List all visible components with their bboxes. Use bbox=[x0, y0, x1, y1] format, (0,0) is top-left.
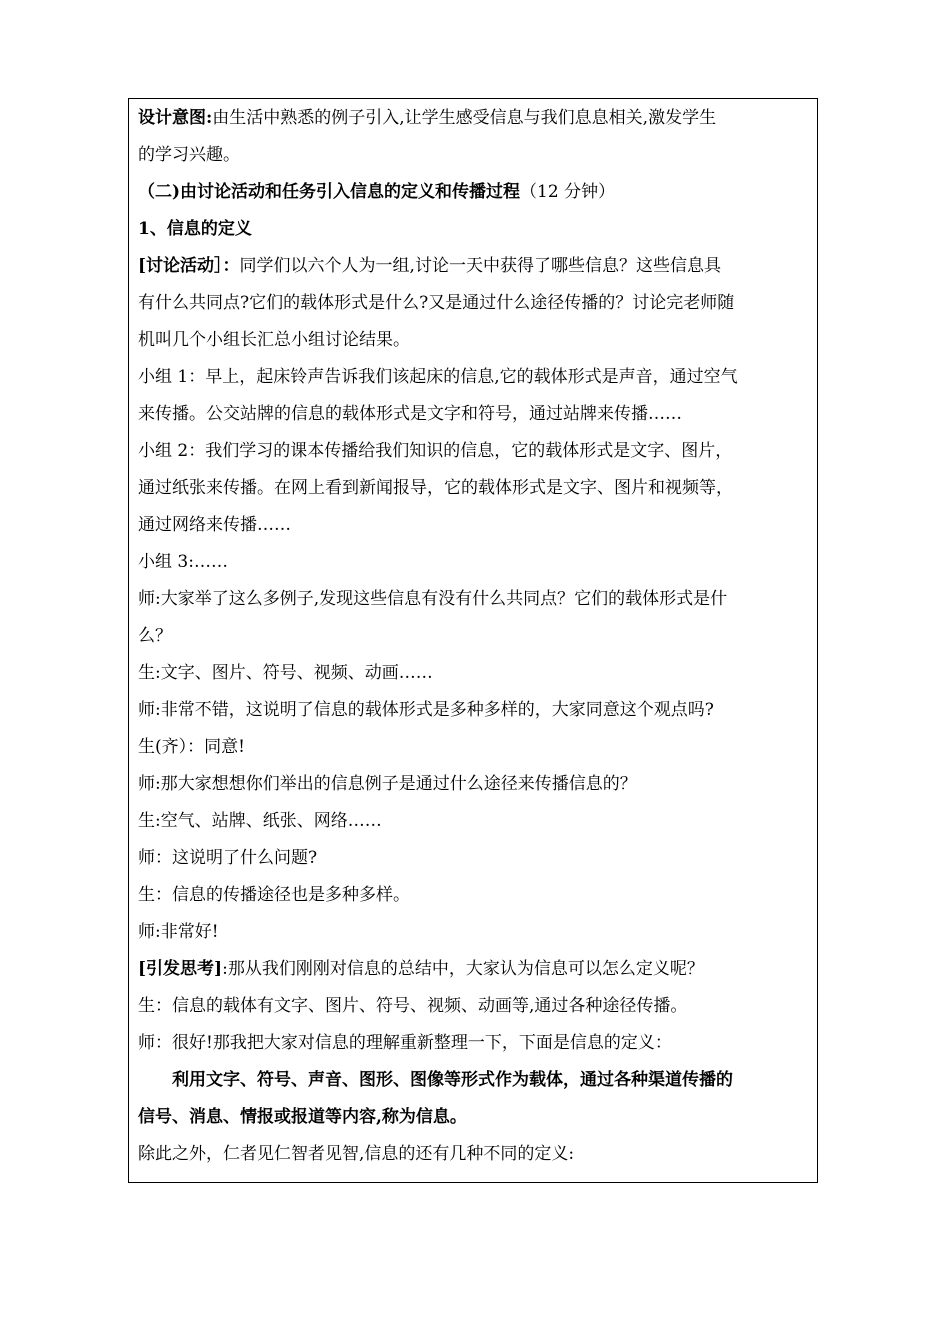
student-line-4: 生：信息的传播途径也是多种多样。 bbox=[138, 885, 410, 905]
group3-line: 小组 3:…… bbox=[138, 552, 228, 572]
design-intent-label: 设计意图: bbox=[138, 108, 213, 128]
closing-line: 除此之外，仁者见仁智者见智,信息的还有几种不同的定义: bbox=[138, 1144, 575, 1164]
discussion-line-1: [讨论活动］：同学们以六个人为一组,讨论一天中获得了哪些信息？这些信息具 bbox=[138, 256, 721, 276]
teacher-line-1b: 么？ bbox=[138, 626, 172, 646]
discussion-line-2: 有什么共同点?它们的载体形式是什么?又是通过什么途径传播的？讨论完老师随 bbox=[138, 293, 735, 313]
teacher-line-1a: 师:大家举了这么多例子,发现这些信息有没有什么共同点？它们的载体形式是什 bbox=[138, 589, 728, 609]
group2-line-1: 小组 2：我们学习的课本传播给我们知识的信息，它的载体形式是文字、图片， bbox=[138, 441, 733, 461]
design-intent-line bbox=[138, 100, 810, 137]
subsection-title: 1、信息的定义 bbox=[138, 219, 252, 239]
discussion-label: [讨论活动］： bbox=[138, 256, 240, 276]
teacher-line-4: 师：这说明了什么问题? bbox=[138, 848, 318, 868]
teacher-line-3: 师:那大家想想你们举出的信息例子是通过什么途径来传播信息的？ bbox=[138, 774, 637, 794]
group2-line-2: 通过纸张来传播。在网上看到新闻报导，它的载体形式是文字、图片和视频等， bbox=[138, 478, 733, 498]
teacher-line-6: 师：很好!那我把大家对信息的理解重新整理一下，下面是信息的定义： bbox=[138, 1033, 672, 1053]
discussion-line-3: 机叫几个小组长汇总小组讨论结果。 bbox=[138, 330, 410, 350]
group2-line-3: 通过网络来传播…… bbox=[138, 515, 291, 535]
student-line-2: 生(齐）：同意! bbox=[138, 737, 245, 757]
definition-line-2: 信号、消息、情报或报道等内容,称为信息。 bbox=[138, 1107, 467, 1127]
group1-line-2: 来传播。公交站牌的信息的载体形式是文字和符号，通过站牌来传播…… bbox=[138, 404, 682, 424]
teacher-line-2: 师:非常不错，这说明了信息的载体形式是多种多样的，大家同意这个观点吗? bbox=[138, 700, 714, 720]
student-line-3: 生:空气、站牌、纸张、网络…… bbox=[138, 811, 382, 831]
lesson-plan-content bbox=[138, 100, 810, 1173]
teacher-line-5: 师:非常好! bbox=[138, 922, 219, 942]
design-intent-text: 由生活中熟悉的例子引入,让学生感受信息与我们息息相关,激发学生 bbox=[212, 108, 717, 128]
section-two-duration: （12 分钟） bbox=[520, 182, 616, 202]
section-two-heading-line bbox=[138, 174, 810, 211]
design-intent-text-2: 的学习兴趣。 bbox=[138, 145, 240, 165]
reflection-line: [引发思考]:那从我们刚刚对信息的总结中，大家认为信息可以怎么定义呢？ bbox=[138, 959, 704, 979]
definition-line-1: 利用文字、符号、声音、图形、图像等形式作为载体，通过各种渠道传播的 bbox=[172, 1070, 733, 1090]
group1-line-1: 小组 1：早上，起床铃声告诉我们该起床的信息,它的载体形式是声音，通过空气 bbox=[138, 367, 738, 387]
section-two-heading: （二)由讨论活动和任务引入信息的定义和传播过程 bbox=[138, 182, 521, 202]
student-line-1: 生:文字、图片、符号、视频、动画…… bbox=[138, 663, 433, 683]
student-line-5: 生：信息的载体有文字、图片、符号、视频、动画等,通过各种途径传播。 bbox=[138, 996, 688, 1016]
reflection-label: [引发思考] bbox=[138, 959, 223, 979]
